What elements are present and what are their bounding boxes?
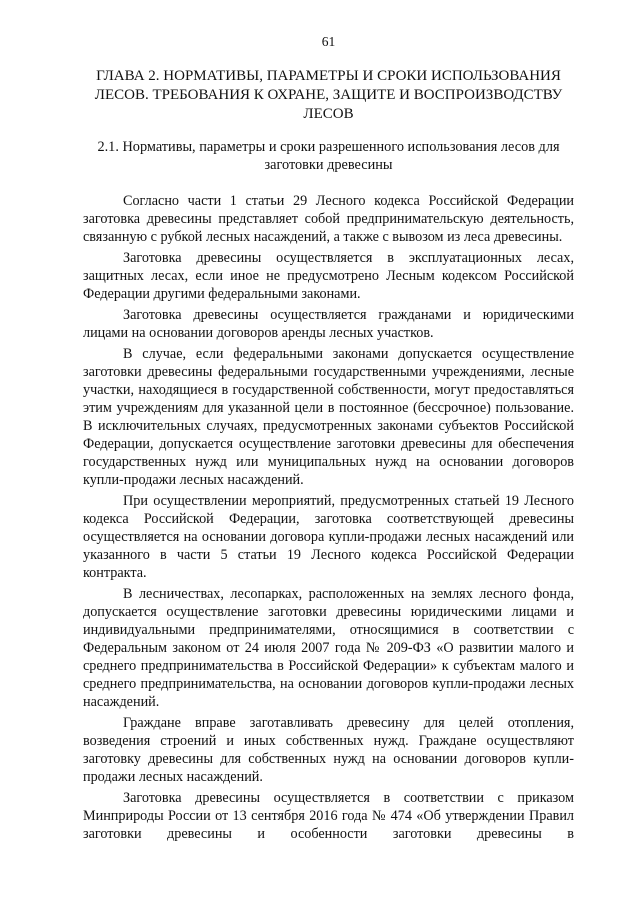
paragraph: В случае, если федеральными законами допускается осуществление заготовки древесины федеральными государственными учреждениями, лесные участки, находящиеся в государственной собственности, могут предоставляться этим учреждениям для указанной цели в постоянное (бессрочное) пользование. В исключительных случаях, предусмотренных законами субъектов Российской Федерации, допускается осуществление заготовки древесины для обеспечения государственных нужд или муниципальных нужд на основании договоров купли-продажи лесных насаждений. xyxy=(83,346,574,488)
body-text xyxy=(83,192,574,846)
paragraph: Граждане вправе заготавливать древесину для целей отопления, возведения строений и иных собственных нужд. Граждане осуществляют заготовку древесины для собственных нужд на основании договоров купли-продажи лесных насаждений. xyxy=(83,715,574,785)
chapter-title: ГЛАВА 2. НОРМАТИВЫ, ПАРАМЕТРЫ И СРОКИ ИСПОЛЬЗОВАНИЯ ЛЕСОВ. ТРЕБОВАНИЯ К ОХРАНЕ, ЗАЩИТЕ И ВОСПРОИЗВОДСТВУ ЛЕСОВ xyxy=(94,68,563,122)
paragraph: Заготовка древесины осуществляется гражданами и юридическими лицами на основании договоров аренды лесных участков. xyxy=(83,307,574,341)
section-title: 2.1. Нормативы, параметры и сроки разрешенного использования лесов для заготовки древесины xyxy=(97,139,560,173)
paragraph: Заготовка древесины осуществляется в эксплуатационных лесах, защитных лесах, если иное не предусмотрено Лесным кодексом Российской Федерации другими федеральными законами. xyxy=(83,250,574,302)
paragraph: В лесничествах, лесопарках, расположенных на землях лесного фонда, допускается осуществление заготовки древесины юридическими лицами и индивидуальными предпринимателями, относящимися в соответствии с Федеральным законом от 24 июля 2007 года № 209-ФЗ «О развитии малого и среднего предпринимательства в Российской Федерации» к субъектам малого и среднего предпринимательства, на основании договоров купли-продажи лесных насаждений. xyxy=(83,586,574,710)
paragraph: Заготовка древесины осуществляется в соответствии с приказом Минприроды России от 13 сентября 2016 года № 474 «Об утверждении Правил заготовки древесины и особенности заготовки древесины в xyxy=(83,790,574,842)
page-number: 61 xyxy=(321,34,336,49)
paragraph: Согласно части 1 статьи 29 Лесного кодекса Российской Федерации заготовка древесины представляет собой предпринимательскую деятельность, связанную с рубкой лесных насаждений, а также с вывозом из леса древесины. xyxy=(83,193,574,245)
paragraph: При осуществлении мероприятий, предусмотренных статьей 19 Лесного кодекса Российской Федерации, заготовка соответствующей древесины осуществляется на основании договора купли-продажи лесных насаждений или указанного в части 5 статьи 19 Лесного кодекса Российской Федерации контракта. xyxy=(83,493,574,581)
